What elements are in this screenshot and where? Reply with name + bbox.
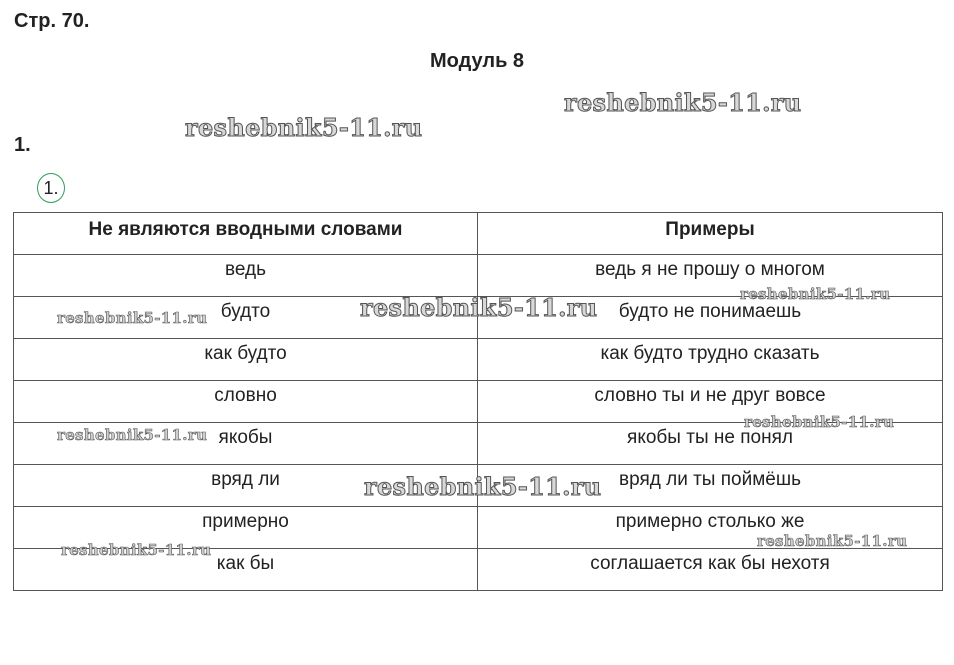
task-number: 1. [14,134,31,156]
table-header-row [14,213,943,255]
word-cell: словно [14,381,478,423]
example-cell: как будто трудно сказать [478,339,943,381]
table-row [14,339,943,381]
word-cell: якобы [14,423,478,465]
word-cell: как бы [14,549,478,591]
example-cell: соглашается как бы нехотя [478,549,943,591]
example-cell: примерно столько же [478,507,943,549]
example-cell: якобы ты не понял [478,423,943,465]
watermark: reshebnik5-11.ru [740,285,891,303]
watermark: reshebnik5-11.ru [185,113,423,142]
example-cell: будто не понимаешь [478,297,943,339]
word-cell: ведь [14,255,478,297]
watermark: reshebnik5-11.ru [744,413,895,431]
word-cell: как будто [14,339,478,381]
module-title: Модуль 8 [429,50,525,72]
circled-subtask-number: 1. [37,173,65,203]
word-cell: будто [14,297,478,339]
column-header: Примеры [478,213,943,255]
watermark: reshebnik5-11.ru [364,472,602,501]
example-cell: ведь я не прошу о многом [478,255,943,297]
watermark: reshebnik5-11.ru [757,532,908,550]
column-header: Не являются вводными словами [14,213,478,255]
watermark: reshebnik5-11.ru [57,426,208,444]
word-cell: вряд ли [14,465,478,507]
watermark: reshebnik5-11.ru [57,309,208,327]
watermark: reshebnik5-11.ru [61,541,212,559]
page-label: Стр. 70. [14,10,90,32]
example-cell: словно ты и не друг вовсе [478,381,943,423]
word-cell: примерно [14,507,478,549]
watermark: reshebnik5-11.ru [564,88,802,117]
watermark: reshebnik5-11.ru [360,293,598,322]
example-cell: вряд ли ты поймёшь [478,465,943,507]
